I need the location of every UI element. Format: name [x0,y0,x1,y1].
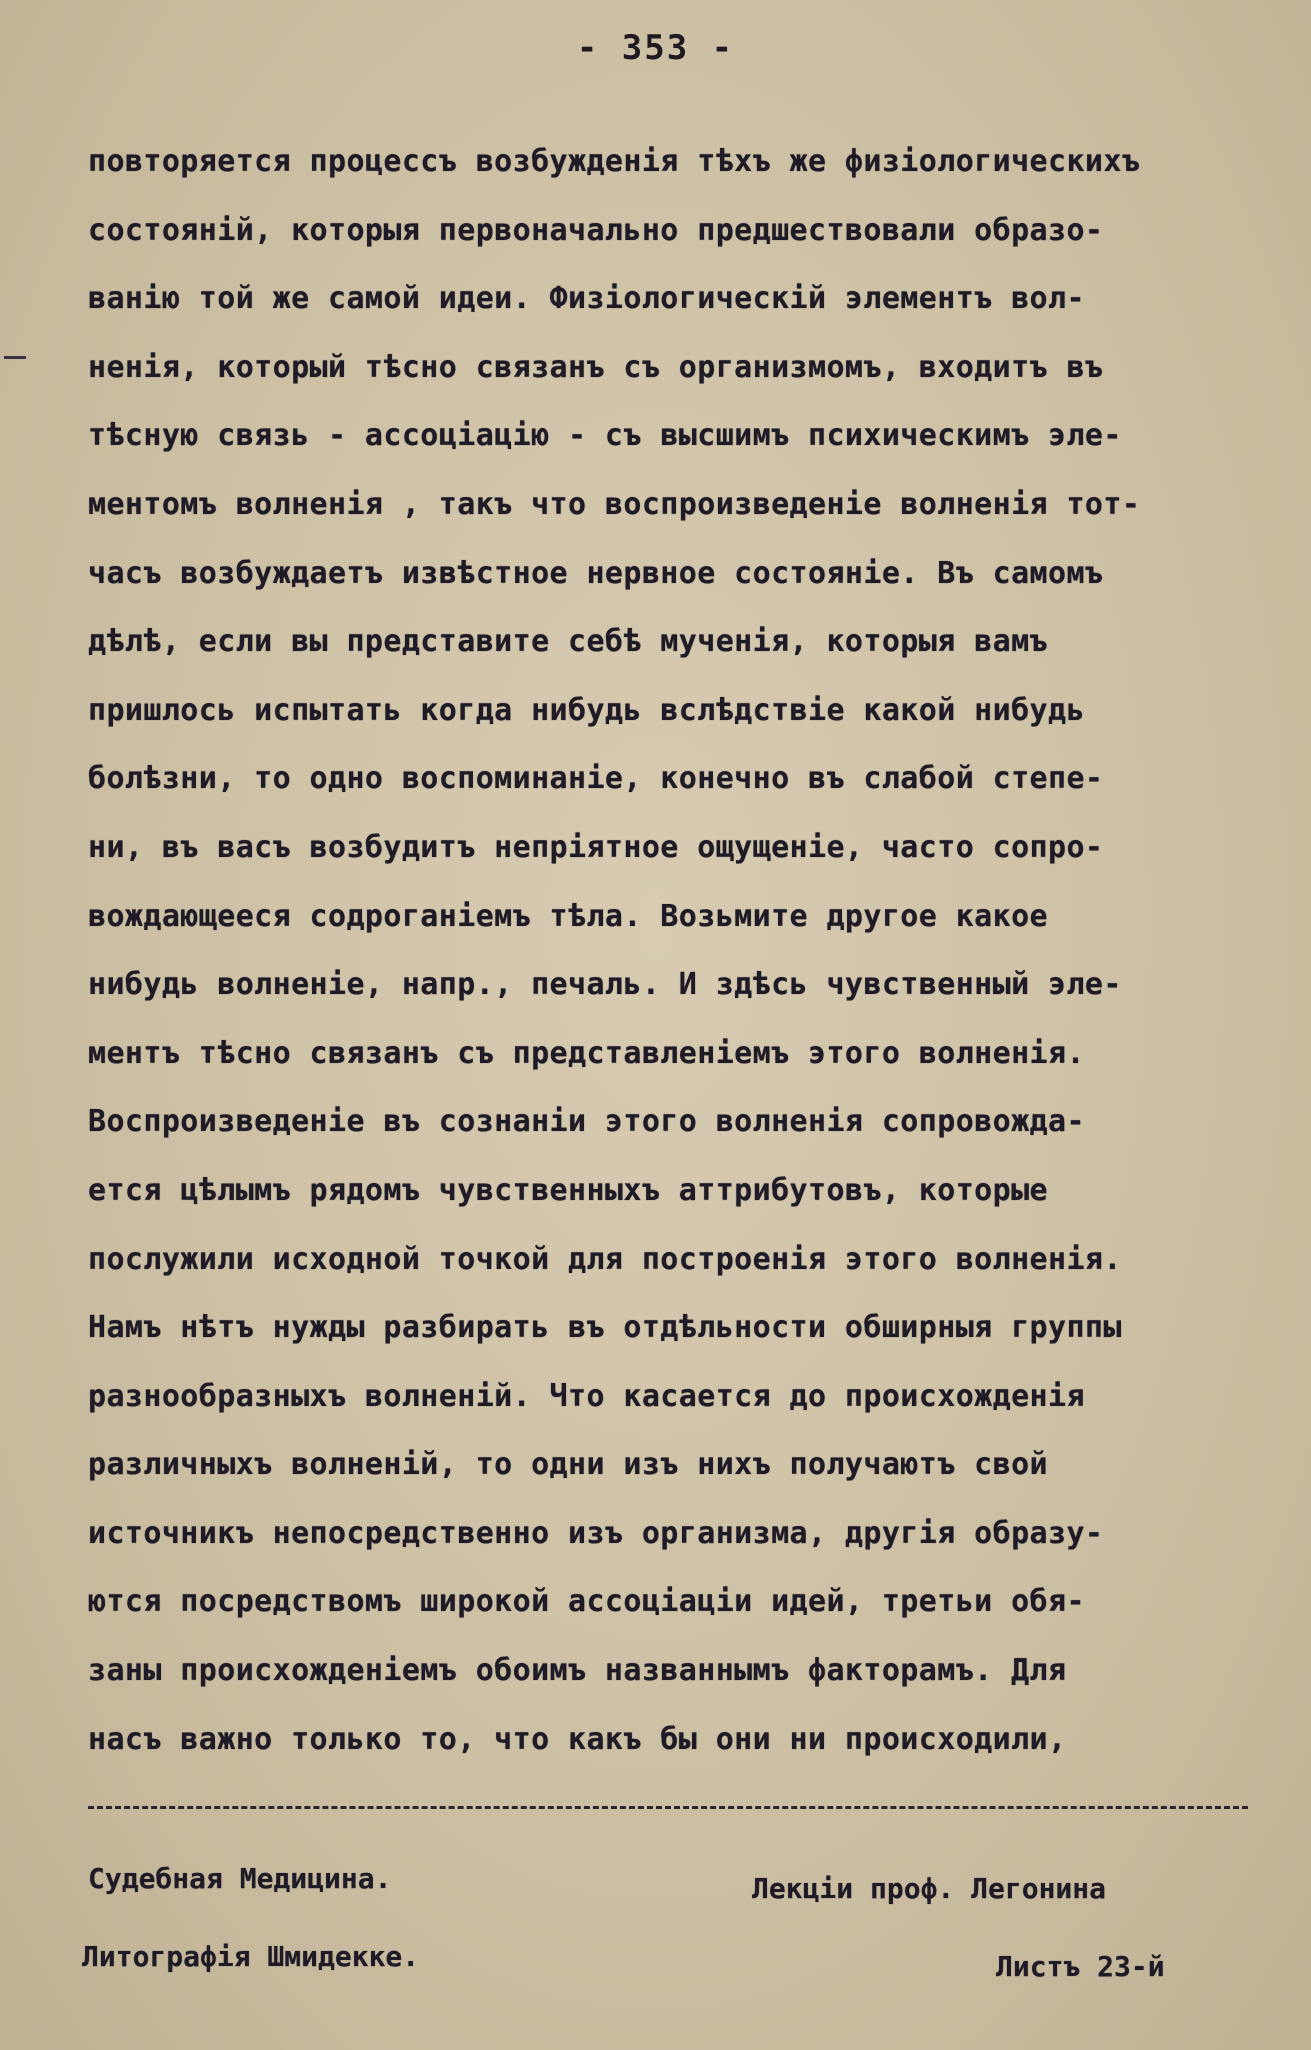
footer-course-title: Судебная Медицина. [88,1862,392,1895]
footer-printer: Литографія Шмидекке. [82,1940,420,1973]
text-line: ется цѣлымъ рядомъ чувственныхъ аттрибутовъ, которые [88,1172,1048,1208]
body-text [88,128,1268,1774]
footer-lecturer: Лекціи проф. Легонина [752,1872,1107,1905]
text-line: ментомъ волненія , такъ что воспроизведеніе волненія тот- [88,486,1141,522]
text-line: насъ важно только то, что какъ бы они ни происходили, [88,1721,1067,1757]
text-line: разнообразныхъ волненій. Что касается до происхожденія [88,1378,1085,1414]
text-line: повторяется процессъ возбужденія тѣхъ же физіологическихъ [88,144,1141,179]
text-line: послужили исходной точкой для построенія этого волненія. [88,1241,1122,1277]
text-line: дѣлѣ, если вы представите себѣ мученія, которыя вамъ [88,624,1048,660]
text-line: вождающееся содроганіемъ тѣла. Возьмите другое какое [88,898,1048,934]
text-line: Воспроизведеніе въ сознаніи этого волненія сопровожда- [88,1104,1085,1140]
text-line: ванію той же самой идеи. Физіологическій элементъ вол- [88,281,1085,317]
text-line: источникъ непосредственно изъ организма, другія образу- [88,1515,1104,1551]
page-number: - 353 - [576,28,735,68]
text-line: ментъ тѣсно связанъ съ представленіемъ этого волненія. [88,1035,1085,1071]
text-line: нибудь волненіе, напр., печаль. И здѣсь чувственный эле- [88,967,1122,1003]
text-line: различныхъ волненій, то одни изъ нихъ получаютъ свой [88,1447,1048,1483]
text-line: ненія, который тѣсно связанъ съ организмомъ, входитъ въ [88,349,1104,385]
text-line: пришлось испытать когда нибудь вслѣдствіе какой нибудь [88,692,1085,728]
text-line: заны происхожденіемъ обоимъ названнымъ факторамъ. Для [88,1653,1067,1689]
text-line: Намъ нѣтъ нужды разбирать въ отдѣльности обширныя группы [88,1310,1122,1346]
text-line: часъ возбуждаетъ извѣстное нервное состояніе. Въ самомъ [88,555,1104,591]
footer-sheet-number: Листъ 23-й [996,1950,1165,1983]
text-line: ни, въ васъ возбудитъ непріятное ощущеніе, часто сопро- [88,829,1104,865]
text-line: ются посредствомъ широкой ассоціаціи идей, третьи обя- [88,1584,1085,1620]
margin-mark [4,356,26,359]
text-line: состояній, которыя первоначально предшествовали образо- [88,212,1104,248]
footer-divider [88,1806,1248,1809]
text-line: тѣсную связь - ассоціацію - съ высшимъ психическимъ эле- [88,418,1122,454]
text-line: болѣзни, то одно воспоминаніе, конечно въ слабой степе- [88,761,1104,797]
